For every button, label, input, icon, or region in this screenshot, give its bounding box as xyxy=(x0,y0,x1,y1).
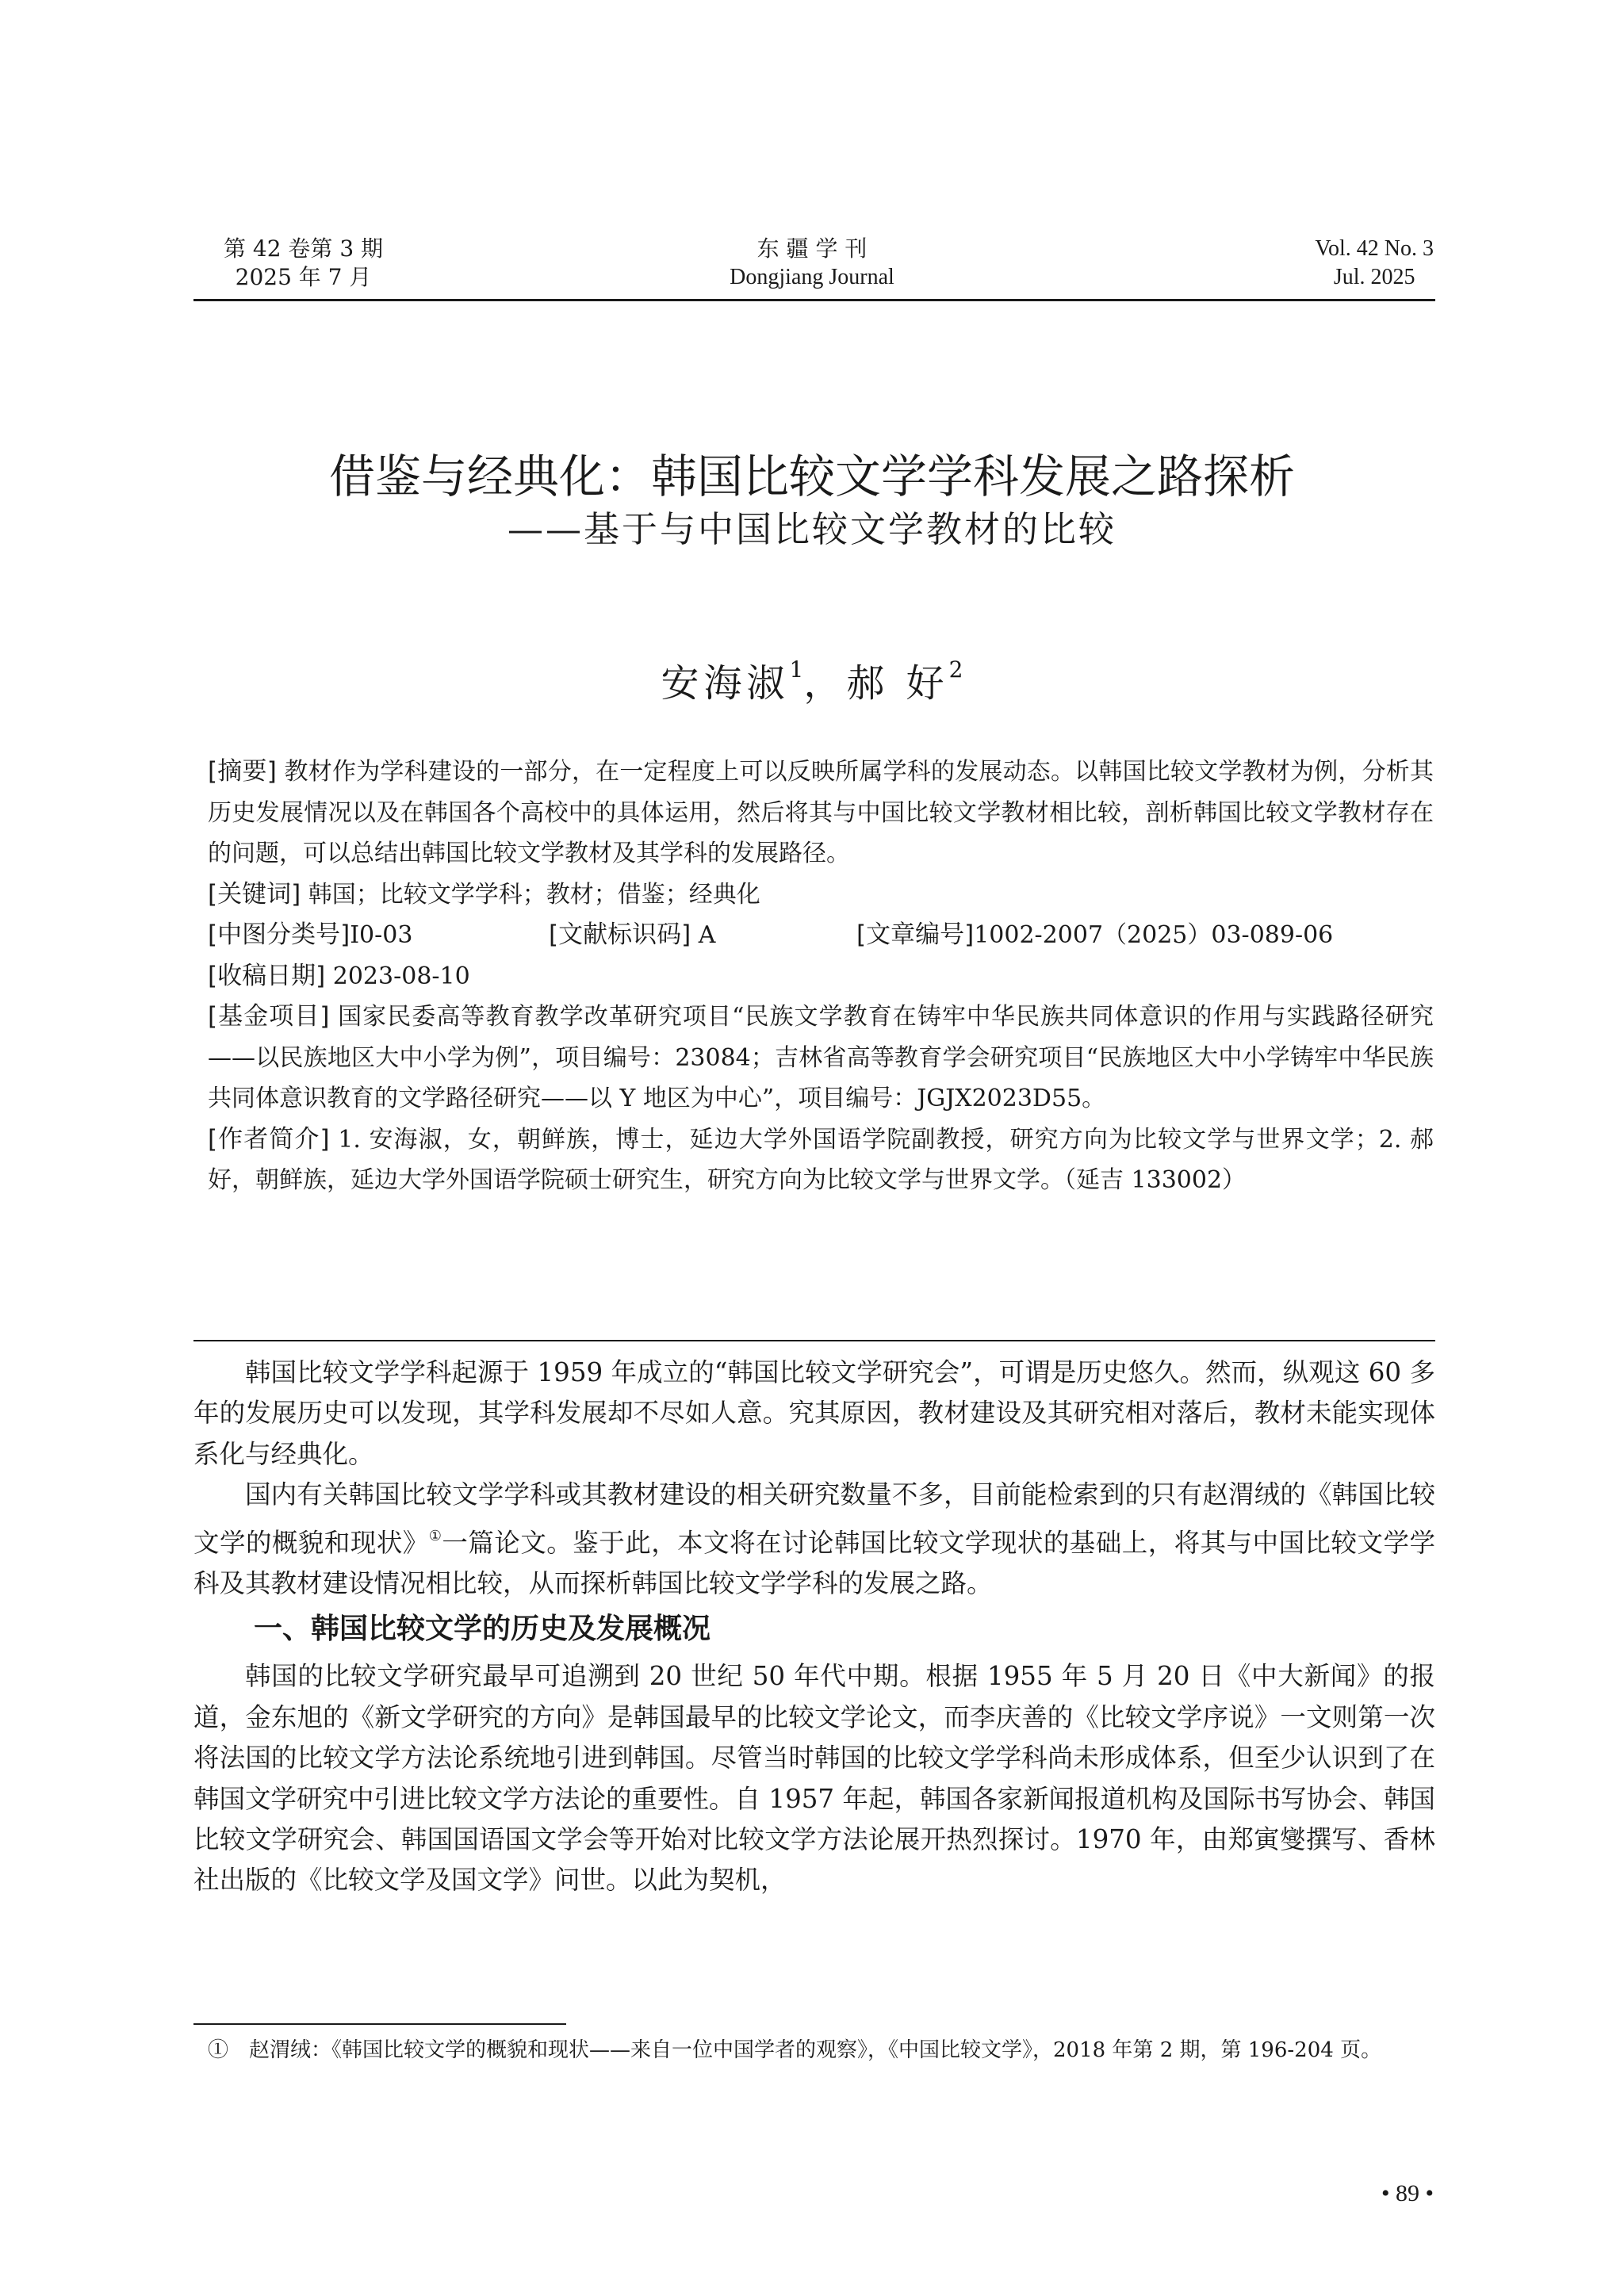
metadata-rule xyxy=(193,1340,1435,1341)
header-month: Jul. 2025 xyxy=(1333,265,1415,289)
doc-code xyxy=(549,915,715,956)
author-2: 郝 好 xyxy=(846,661,949,706)
author-line xyxy=(0,646,1624,707)
article-number xyxy=(856,915,1333,956)
doc-label: [文献标识码] xyxy=(549,920,691,949)
author-separator: ， xyxy=(803,661,847,706)
abstract xyxy=(208,752,1434,874)
body-paragraph-2-part-b: 一篇论文。鉴于此，本文将在讨论韩国比较文学现状的基础上，将其与中国比较文学学科及其教材建设情况相比较，从而探析韩国比较文学学科的发展之路。 xyxy=(193,1527,1435,1599)
fund-text: 国家民委高等教育教学改革研究项目“民族文学教育在铸牢中华民族共同体意识的作用与实践路径研究——以民族地区大中小学为例”，项目编号：23084；吉林省高等教育学会研究项目“民族地区大中小学铸牢中华民族共同体意识教育的文学路径研究——以 Y 地区为中心”，项目编号：JGJX2023D55。 xyxy=(208,1003,1434,1112)
footnote-1: ① 赵渭绒：《韩国比较文学的概貌和现状——来自一位中国学者的观察》，《中国比较文学》，2018 年第 2 期，第 196-204 页。 xyxy=(208,2038,1382,2062)
footnote-ref-1[interactable]: ① xyxy=(428,1527,442,1544)
header-vol-no: Vol. 42 No. 3 xyxy=(1315,236,1434,261)
doc-value: A xyxy=(698,921,716,949)
body-paragraph-3: 韩国的比较文学研究最早可追溯到 20 世纪 50 年代中期。根据 1955 年 5 月 20 日《中大新闻》的报道，金东旭的《新文学研究的方向》是韩国最早的比较文学论文，而李庆善的《比较文学序说》一文则第一次将法国的比较文学方法论系统地引进到韩国。尽管当时韩国的比较文学学科尚未形成体系，但至少认识到了在韩国文学研究中引进比较文学方法论的重要性。自 1957 年起，韩国各家新闻报道机构及国际书写协会、韩国比较文学研究会、韩国国语国文学会等开始对比较文学方法论展开热烈探讨。1970 年，由郑寅燮撰写、香林社出版的《比较文学及国文学》问世。以此为契机， xyxy=(193,1661,1435,1896)
keywords-label: [关键词] xyxy=(208,879,301,909)
received-label: [收稿日期] xyxy=(208,961,326,990)
fund-info xyxy=(208,997,1434,1119)
article-body xyxy=(193,1353,1435,1901)
author-bio xyxy=(208,1119,1434,1201)
classification-row xyxy=(208,915,1434,956)
header-rule xyxy=(193,299,1435,301)
article-number-label: [文章编号] xyxy=(856,920,975,949)
bio-text: 1. 安海淑，女，朝鲜族，博士，延边大学外国语学院副教授，研究方向为比较文学与世界文学；2. 郝好，朝鲜族，延边大学外国语学院硕士研究生，研究方向为比较文学与世界文学。（延吉 133002） xyxy=(208,1125,1434,1194)
bio-label: [作者简介] xyxy=(208,1124,330,1154)
abstract-label: [摘要] xyxy=(208,757,277,786)
header-volume-en xyxy=(1315,235,1434,292)
clc-value: I0-03 xyxy=(350,921,413,949)
keywords-text: 韩国；比较文学学科；教材；借鉴；经典化 xyxy=(308,880,760,909)
page-number: • 89 • xyxy=(1381,2180,1434,2206)
header-date: 2025 年 7 月 xyxy=(235,264,372,290)
header-volume: 第 42 卷第 3 期 xyxy=(224,235,384,262)
header-journal-cn: 东 疆 学 刊 xyxy=(756,235,868,262)
article-number-value: 1002-2007（2025）03-089-06 xyxy=(974,921,1334,949)
clc-code xyxy=(208,915,412,956)
author-1-affil: 1 xyxy=(789,656,804,683)
body-paragraph-2 xyxy=(193,1475,1435,1604)
header-journal-en: Dongjiang Journal xyxy=(730,265,894,289)
received-text: 2023-08-10 xyxy=(332,962,470,990)
abstract-text: 教材作为学科建设的一部分，在一定程度上可以反映所属学科的发展动态。以韩国比较文学教材为例，分析其历史发展情况以及在韩国各个高校中的具体运用，然后将其与中国比较文学教材相比较，剖析韩国比较文学教材存在的问题，可以总结出韩国比较文学教材及其学科的发展路径。 xyxy=(208,758,1434,867)
received-date xyxy=(208,956,1434,997)
keywords xyxy=(208,874,1434,916)
body-paragraph-1: 韩国比较文学学科起源于 1959 年成立的“韩国比较文学研究会”，可谓是历史悠久。然而，纵观这 60 多年的发展历史可以发现，其学科发展却不尽如人意。究其原因，教材建设及其研究相对落后，教材未能实现体系化与经典化。 xyxy=(193,1357,1435,1469)
clc-label: [中图分类号] xyxy=(208,920,350,949)
footnote-rule xyxy=(193,2023,566,2025)
author-2-affil: 2 xyxy=(948,656,963,683)
article-metadata xyxy=(208,752,1434,1201)
article-subtitle: ——基于与中国比较文学教材的比较 xyxy=(507,508,1116,550)
fund-label: [基金项目] xyxy=(208,1002,330,1031)
body-paragraph-2-part-a: 国内有关韩国比较文学学科或其教材建设的相关研究数量不多，目前能检索到的只有赵渭绒的《韩国比较文学的概貌和现状》 xyxy=(193,1479,1435,1558)
section-heading-1: 一、韩国比较文学的历史及发展概况 xyxy=(254,1613,711,1646)
article-title: 借鉴与经典化：韩国比较文学学科发展之路探析 xyxy=(328,450,1295,503)
author-1: 安海淑 xyxy=(661,661,790,706)
